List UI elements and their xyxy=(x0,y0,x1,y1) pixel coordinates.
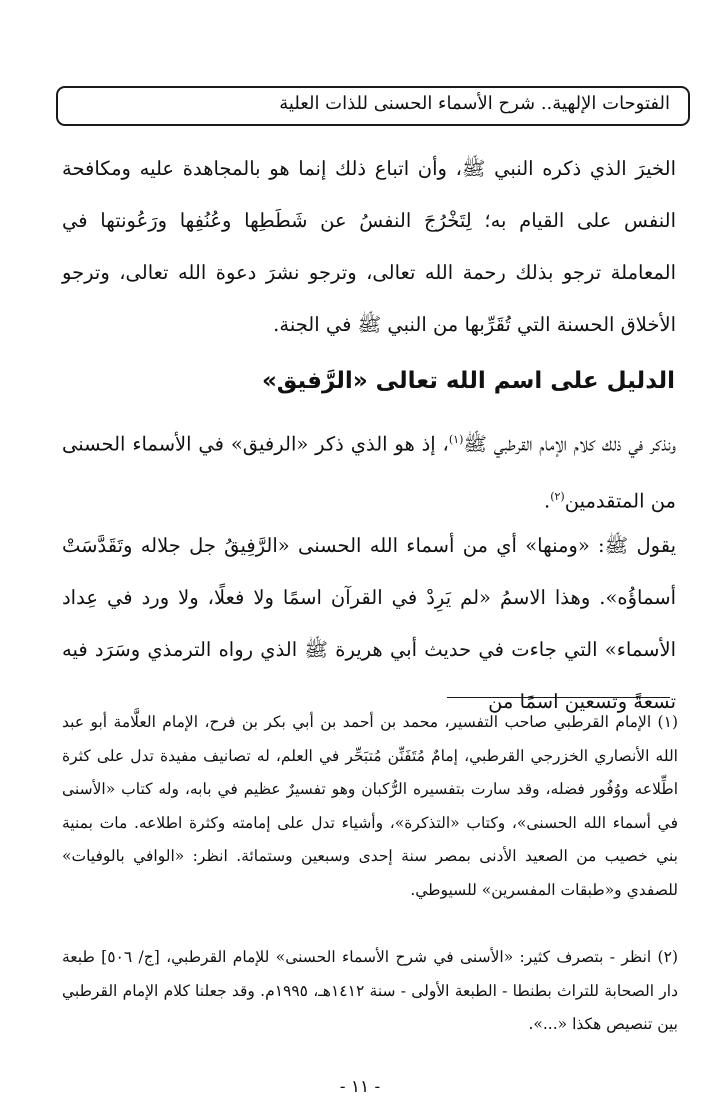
page-number: - ١١ - xyxy=(339,1077,381,1097)
paragraph-3: يقول ﷺ: «ومنها» أي من أسماء الله الحسنى «الرَّفِيقُ جل جلاله وتَقَدَّسَتْ أسماؤُه». وهذا الاسمُ «لم يَرِدْ في القرآن اسمًا ولا فعلًا، ولا ورد في عِداد الأسماء» التي جاءت في حديث أبي هريرة ﷺ الذي رواه الترمذي وسَرَد فيه تسعةً وتسعين اسمًا من xyxy=(62,534,677,713)
section-heading: الدليل على اسم الله تعالى «الرَّفيق» xyxy=(261,368,675,394)
footnote-2: (٢) انظر - بتصرف كثير: «الأسنى في شرح الأسماء الحسنى» للإمام القرطبي، [ج/ ٥٠٦] طبعة دار الصحابة للتراث بطنطا - الطبعة الأولى - سنة ١٤١٢هـ، ١٩٩٥م. وقد جعلنا كلام الإمام القرطبي بين تنصيص هكذا «...». xyxy=(62,948,678,1033)
header-title: الفتوحات الإلهية.. شرح الأسماء الحسنى للذات العلية xyxy=(279,93,670,114)
paragraph-1: الخيرَ الذي ذكره النبي ﷺ، وأن اتباع ذلك إنما هو بالمجاهدة عليه ومكافحة النفس على القيام به؛ لِتَخْرُجَ النفسُ عن شَطَطِها وعُنُفِها ورَعُونتها في المعاملة ترجو بذلك رحمة الله تعالى، وترجو نشرَ دعوة الله تعالى، وترجو الأخلاق الحسنة التي تُقَرِّبها من النبي ﷺ في الجنة. xyxy=(62,157,676,336)
paragraph-2-text-after: . xyxy=(544,489,551,512)
paragraph-2 xyxy=(62,414,676,527)
footnote-1: (١) الإمام القرطبي صاحب التفسير، محمد بن أحمد بن أبي بكر بن فرح، الإمام العلَّامة أبو عبد الله الأنصاري الخزرجي القرطبي، إمامٌ مُتَفَنِّن مُتبَحِّر في العلم، له تصانيف مفيدة تدل على كثرة اطِّلاعه ووُفُور فضله، وقد سارت بتفسيره الرُّكبان وهو تفسيرٌ عظيم في بابه، وله كتاب «الأسنى في أسماء الله الحسنى»، وكتاب «التذكرة»، وأشياء تدل على إمامته وكثرة اطلاعه. مات بمنية بني خصيب من الصعيد الأدنى بمصر سنة إحدى وسبعين وستمائة. انظر: «الوافي بالوفيات» للصفدي و«طبقات المفسرين» للسيوطي. xyxy=(62,713,678,899)
footnote-ref-2: (٢) xyxy=(550,489,565,503)
paragraph-2-text-middle: ، إذ هو الذي ذكر «الرفيق» في الأسماء الحسنى من المتقدمين xyxy=(62,432,676,512)
footnote-divider xyxy=(447,697,670,698)
running-header xyxy=(56,86,690,126)
footnote-ref-1: (١) xyxy=(448,433,464,446)
paragraph-2-text-before: ونذكر في ذلك كلام الإمام القرطبي ﷺ xyxy=(463,432,676,456)
